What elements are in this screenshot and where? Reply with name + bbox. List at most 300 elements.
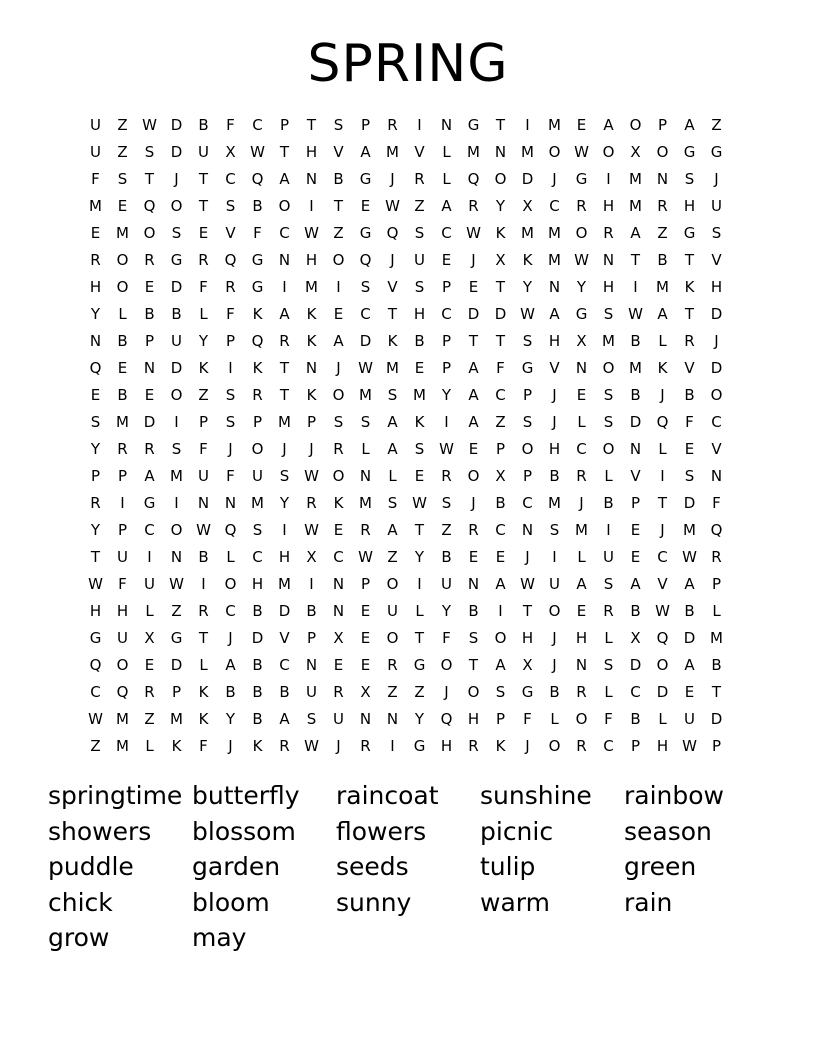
grid-letter: L	[226, 548, 235, 566]
grid-letter: E	[360, 197, 371, 215]
grid-letter: A	[441, 197, 452, 215]
grid-letter: G	[251, 251, 264, 269]
grid-letter: D	[467, 305, 480, 323]
grid-letter: O	[251, 440, 264, 458]
grid-letter: S	[441, 494, 452, 512]
grid-letter: A	[279, 170, 290, 188]
grid-letter: X	[225, 143, 236, 161]
grid-letter: J	[444, 683, 449, 701]
grid-letter: T	[684, 251, 695, 269]
grid-letter: G	[170, 629, 183, 647]
grid-letter: E	[576, 116, 587, 134]
grid-letter: E	[468, 278, 479, 296]
grid-letter: C	[333, 548, 344, 566]
grid-letter: B	[711, 656, 722, 674]
grid-row	[82, 301, 730, 328]
grid-letter: G	[710, 143, 723, 161]
grid-letter: Q	[656, 413, 669, 431]
word-list-item: warm	[480, 887, 550, 917]
grid-letter: L	[388, 467, 397, 485]
grid-letter: F	[199, 440, 208, 458]
grid-letter: K	[198, 683, 209, 701]
grid-letter: P	[495, 710, 506, 728]
grid-letter: G	[467, 116, 480, 134]
grid-letter: S	[603, 413, 614, 431]
grid-letter: E	[360, 656, 371, 674]
grid-letter: J	[525, 548, 530, 566]
grid-letter: S	[144, 143, 155, 161]
grid-letter: O	[629, 116, 642, 134]
grid-letter: Z	[171, 602, 182, 620]
grid-letter: H	[602, 197, 615, 215]
grid-letter: C	[252, 548, 263, 566]
grid-letter: N	[440, 116, 453, 134]
grid-letter: V	[279, 629, 290, 647]
grid-letter: U	[333, 710, 344, 728]
grid-letter: H	[521, 629, 534, 647]
grid-letter: B	[252, 683, 263, 701]
grid-letter: S	[414, 440, 425, 458]
grid-letter: H	[548, 440, 561, 458]
grid-letter: W	[574, 251, 589, 269]
grid-letter: B	[252, 602, 263, 620]
grid-letter: Q	[710, 521, 723, 539]
grid-letter: J	[228, 440, 233, 458]
grid-letter: T	[387, 305, 398, 323]
grid-letter: S	[90, 413, 101, 431]
grid-row	[82, 112, 730, 139]
grid-letter: U	[603, 548, 614, 566]
grid-letter: P	[171, 683, 182, 701]
grid-letter: E	[198, 224, 209, 242]
grid-letter: R	[468, 197, 479, 215]
grid-letter: O	[143, 224, 156, 242]
grid-letter: P	[225, 332, 236, 350]
grid-letter: R	[387, 116, 398, 134]
grid-letter: O	[548, 602, 561, 620]
grid-letter: Y	[522, 278, 533, 296]
grid-letter: S	[306, 710, 317, 728]
word-list-item: raincoat	[336, 781, 439, 810]
grid-letter: R	[144, 251, 155, 269]
grid-letter: T	[90, 548, 101, 566]
grid-letter: Q	[386, 224, 399, 242]
grid-letter: L	[442, 170, 451, 188]
grid-letter: I	[309, 575, 314, 593]
grid-letter: M	[548, 251, 561, 269]
grid-letter: U	[306, 683, 317, 701]
grid-letter: E	[630, 521, 641, 539]
grid-letter: I	[174, 413, 179, 431]
letter-grid	[82, 112, 730, 760]
word-list-item: springtime	[48, 781, 183, 810]
grid-letter: O	[116, 656, 129, 674]
grid-letter: M	[629, 170, 642, 188]
grid-letter: N	[143, 359, 156, 377]
grid-letter: Y	[90, 305, 101, 323]
grid-letter: D	[494, 305, 507, 323]
grid-letter: P	[630, 737, 641, 755]
grid-letter: U	[171, 332, 182, 350]
grid-letter: U	[117, 629, 128, 647]
grid-letter: E	[684, 683, 695, 701]
grid-row	[82, 274, 730, 301]
grid-letter: V	[387, 278, 398, 296]
grid-letter: C	[576, 440, 587, 458]
grid-letter: W	[439, 440, 454, 458]
grid-letter: Z	[387, 548, 398, 566]
grid-letter: V	[225, 224, 236, 242]
grid-letter: K	[414, 413, 425, 431]
grid-letter: X	[144, 629, 155, 647]
grid-letter: B	[279, 683, 290, 701]
grid-letter: O	[332, 386, 345, 404]
grid-letter: R	[252, 386, 263, 404]
grid-letter: L	[118, 305, 127, 323]
grid-letter: T	[279, 143, 290, 161]
grid-letter: G	[143, 494, 156, 512]
grid-letter: Q	[224, 521, 237, 539]
grid-letter: J	[714, 170, 719, 188]
grid-letter: M	[413, 386, 426, 404]
grid-letter: Q	[89, 656, 102, 674]
grid-letter: X	[360, 683, 371, 701]
grid-letter: Z	[495, 413, 506, 431]
grid-letter: Q	[251, 332, 264, 350]
grid-letter: G	[359, 224, 372, 242]
grid-letter: A	[630, 575, 641, 593]
grid-row	[82, 517, 730, 544]
grid-letter: N	[332, 602, 345, 620]
grid-letter: S	[387, 494, 398, 512]
grid-letter: T	[468, 332, 479, 350]
grid-letter: D	[683, 629, 696, 647]
grid-letter: T	[495, 278, 506, 296]
grid-row	[82, 490, 730, 517]
grid-letter: Y	[495, 197, 506, 215]
grid-letter: N	[656, 170, 669, 188]
grid-letter: M	[602, 332, 615, 350]
grid-letter: O	[386, 629, 399, 647]
grid-letter: G	[413, 737, 426, 755]
grid-letter: B	[171, 305, 182, 323]
grid-letter: N	[521, 521, 534, 539]
word-list-item: sunshine	[480, 781, 592, 810]
grid-letter: M	[359, 386, 372, 404]
grid-letter: W	[88, 710, 103, 728]
grid-letter: H	[575, 629, 588, 647]
grid-letter: U	[684, 710, 695, 728]
grid-letter: J	[228, 629, 233, 647]
grid-letter: A	[576, 575, 587, 593]
grid-letter: J	[309, 440, 314, 458]
grid-letter: C	[279, 656, 290, 674]
grid-letter: J	[471, 251, 476, 269]
grid-letter: E	[333, 305, 344, 323]
grid-letter: H	[440, 737, 453, 755]
grid-letter: E	[360, 629, 371, 647]
grid-letter: Z	[414, 683, 425, 701]
grid-letter: S	[522, 413, 533, 431]
grid-letter: C	[657, 548, 668, 566]
grid-letter: I	[282, 278, 287, 296]
grid-letter: S	[171, 440, 182, 458]
grid-letter: R	[333, 440, 344, 458]
grid-letter: W	[655, 602, 670, 620]
grid-letter: Y	[225, 710, 236, 728]
grid-letter: V	[414, 143, 425, 161]
grid-letter: P	[360, 116, 371, 134]
grid-letter: P	[198, 413, 209, 431]
grid-letter: H	[305, 251, 318, 269]
grid-letter: M	[548, 224, 561, 242]
grid-letter: Q	[467, 170, 480, 188]
grid-letter: L	[361, 440, 370, 458]
grid-letter: D	[170, 359, 183, 377]
grid-letter: I	[633, 278, 638, 296]
word-list-item: puddle	[48, 852, 134, 882]
grid-letter: F	[199, 737, 208, 755]
grid-letter: M	[170, 467, 183, 485]
grid-letter: R	[441, 467, 452, 485]
grid-letter: R	[198, 251, 209, 269]
grid-row	[82, 652, 730, 679]
grid-letter: S	[387, 386, 398, 404]
grid-letter: V	[684, 359, 695, 377]
grid-letter: I	[417, 116, 422, 134]
grid-letter: W	[412, 494, 427, 512]
grid-letter: E	[360, 602, 371, 620]
grid-letter: B	[252, 710, 263, 728]
grid-letter: X	[630, 629, 641, 647]
grid-letter: M	[116, 224, 129, 242]
grid-letter: R	[333, 683, 344, 701]
grid-letter: A	[279, 710, 290, 728]
grid-letter: C	[522, 494, 533, 512]
grid-letter: R	[90, 494, 101, 512]
grid-letter: Q	[359, 251, 372, 269]
grid-letter: I	[201, 575, 206, 593]
grid-letter: M	[278, 575, 291, 593]
word-list-item: picnic	[480, 816, 554, 846]
grid-letter: K	[198, 359, 209, 377]
grid-letter: J	[282, 440, 287, 458]
grid-letter: T	[684, 305, 695, 323]
grid-letter: E	[576, 386, 587, 404]
grid-letter: I	[606, 170, 611, 188]
grid-letter: O	[332, 251, 345, 269]
grid-letter: K	[387, 332, 398, 350]
grid-letter: O	[548, 737, 561, 755]
grid-letter: R	[711, 548, 722, 566]
grid-letter: D	[170, 116, 183, 134]
grid-letter: R	[603, 602, 614, 620]
grid-letter: S	[522, 332, 533, 350]
grid-letter: J	[660, 386, 665, 404]
grid-letter: V	[549, 359, 560, 377]
grid-letter: P	[441, 359, 452, 377]
grid-letter: K	[657, 359, 668, 377]
grid-letter: L	[604, 683, 613, 701]
grid-letter: I	[390, 737, 395, 755]
grid-letter: S	[549, 521, 560, 539]
grid-letter: I	[498, 602, 503, 620]
grid-letter: D	[143, 413, 156, 431]
grid-letter: O	[656, 656, 669, 674]
grid-row	[82, 571, 730, 598]
grid-letter: P	[630, 494, 641, 512]
grid-letter: V	[333, 143, 344, 161]
grid-letter: P	[117, 521, 128, 539]
grid-letter: M	[116, 710, 129, 728]
grid-letter: D	[521, 170, 534, 188]
grid-letter: E	[414, 467, 425, 485]
grid-letter: M	[575, 521, 588, 539]
grid-letter: P	[522, 386, 533, 404]
grid-letter: C	[252, 116, 263, 134]
grid-letter: O	[602, 359, 615, 377]
grid-letter: K	[522, 251, 533, 269]
grid-row	[82, 409, 730, 436]
grid-letter: B	[252, 656, 263, 674]
word-list-item: green	[624, 852, 697, 882]
grid-row	[82, 625, 730, 652]
word-list-item: blossom	[192, 816, 296, 846]
grid-letter: M	[359, 494, 372, 512]
grid-letter: P	[252, 413, 263, 431]
grid-letter: O	[548, 143, 561, 161]
grid-letter: F	[226, 305, 235, 323]
grid-letter: T	[711, 683, 722, 701]
grid-letter: A	[684, 656, 695, 674]
grid-letter: T	[468, 656, 479, 674]
grid-letter: W	[358, 548, 373, 566]
grid-letter: X	[306, 548, 317, 566]
grid-row	[82, 193, 730, 220]
grid-letter: Y	[576, 278, 587, 296]
word-list-item: butterfly	[192, 781, 300, 810]
word-list-item: tulip	[480, 852, 536, 882]
grid-letter: N	[305, 170, 318, 188]
grid-letter: K	[306, 305, 317, 323]
grid-letter: A	[495, 575, 506, 593]
grid-letter: Y	[90, 440, 101, 458]
grid-letter: L	[577, 413, 586, 431]
grid-letter: R	[657, 197, 668, 215]
grid-letter: I	[660, 467, 665, 485]
grid-letter: R	[144, 683, 155, 701]
grid-letter: U	[117, 548, 128, 566]
grid-letter: T	[306, 116, 317, 134]
grid-letter: U	[198, 467, 209, 485]
grid-letter: D	[683, 494, 696, 512]
grid-letter: A	[144, 467, 155, 485]
grid-letter: J	[714, 332, 719, 350]
grid-letter: Y	[441, 386, 452, 404]
grid-letter: F	[199, 278, 208, 296]
grid-letter: N	[575, 359, 588, 377]
word-list-item: flowers	[336, 816, 427, 846]
grid-letter: A	[279, 305, 290, 323]
grid-letter: K	[306, 332, 317, 350]
grid-letter: U	[441, 575, 452, 593]
grid-letter: T	[414, 629, 425, 647]
grid-letter: T	[630, 251, 641, 269]
grid-letter: H	[305, 143, 318, 161]
grid-letter: B	[630, 332, 641, 350]
grid-letter: I	[147, 548, 152, 566]
grid-row	[82, 382, 730, 409]
grid-letter: W	[304, 467, 319, 485]
grid-letter: L	[577, 548, 586, 566]
grid-letter: P	[495, 440, 506, 458]
grid-letter: N	[386, 710, 399, 728]
grid-letter: B	[414, 332, 425, 350]
grid-letter: O	[494, 629, 507, 647]
grid-letter: W	[520, 575, 535, 593]
grid-letter: M	[683, 521, 696, 539]
grid-letter: A	[387, 521, 398, 539]
grid-letter: O	[575, 224, 588, 242]
grid-row	[82, 436, 730, 463]
grid-letter: V	[657, 575, 668, 593]
grid-letter: E	[630, 548, 641, 566]
grid-letter: S	[360, 278, 371, 296]
grid-letter: B	[306, 602, 317, 620]
grid-letter: S	[279, 467, 290, 485]
grid-row	[82, 733, 730, 760]
grid-letter: C	[90, 683, 101, 701]
grid-letter: B	[468, 602, 479, 620]
grid-letter: N	[305, 359, 318, 377]
grid-letter: C	[495, 521, 506, 539]
grid-letter: R	[279, 737, 290, 755]
word-list-item: grow	[48, 923, 110, 953]
grid-letter: M	[548, 494, 561, 512]
grid-letter: G	[89, 629, 102, 647]
grid-letter: F	[496, 359, 505, 377]
grid-letter: B	[684, 602, 695, 620]
grid-letter: E	[441, 251, 452, 269]
grid-letter: R	[414, 170, 425, 188]
grid-letter: U	[252, 467, 263, 485]
grid-letter: E	[117, 197, 128, 215]
grid-letter: L	[145, 737, 154, 755]
grid-letter: D	[710, 359, 723, 377]
word-list-item: may	[192, 923, 247, 953]
grid-letter: H	[656, 737, 669, 755]
grid-letter: P	[522, 467, 533, 485]
grid-letter: X	[495, 467, 506, 485]
grid-letter: P	[657, 116, 668, 134]
grid-letter: E	[468, 548, 479, 566]
grid-letter: L	[712, 602, 721, 620]
grid-letter: M	[386, 143, 399, 161]
grid-letter: H	[602, 278, 615, 296]
grid-letter: Q	[224, 251, 237, 269]
grid-letter: L	[604, 629, 613, 647]
grid-letter: O	[332, 467, 345, 485]
word-list	[48, 778, 768, 956]
grid-letter: C	[279, 224, 290, 242]
grid-letter: M	[629, 197, 642, 215]
grid-letter: P	[441, 278, 452, 296]
grid-letter: B	[495, 494, 506, 512]
grid-letter: U	[90, 143, 101, 161]
grid-letter: F	[226, 116, 235, 134]
grid-letter: F	[91, 170, 100, 188]
grid-letter: I	[606, 521, 611, 539]
